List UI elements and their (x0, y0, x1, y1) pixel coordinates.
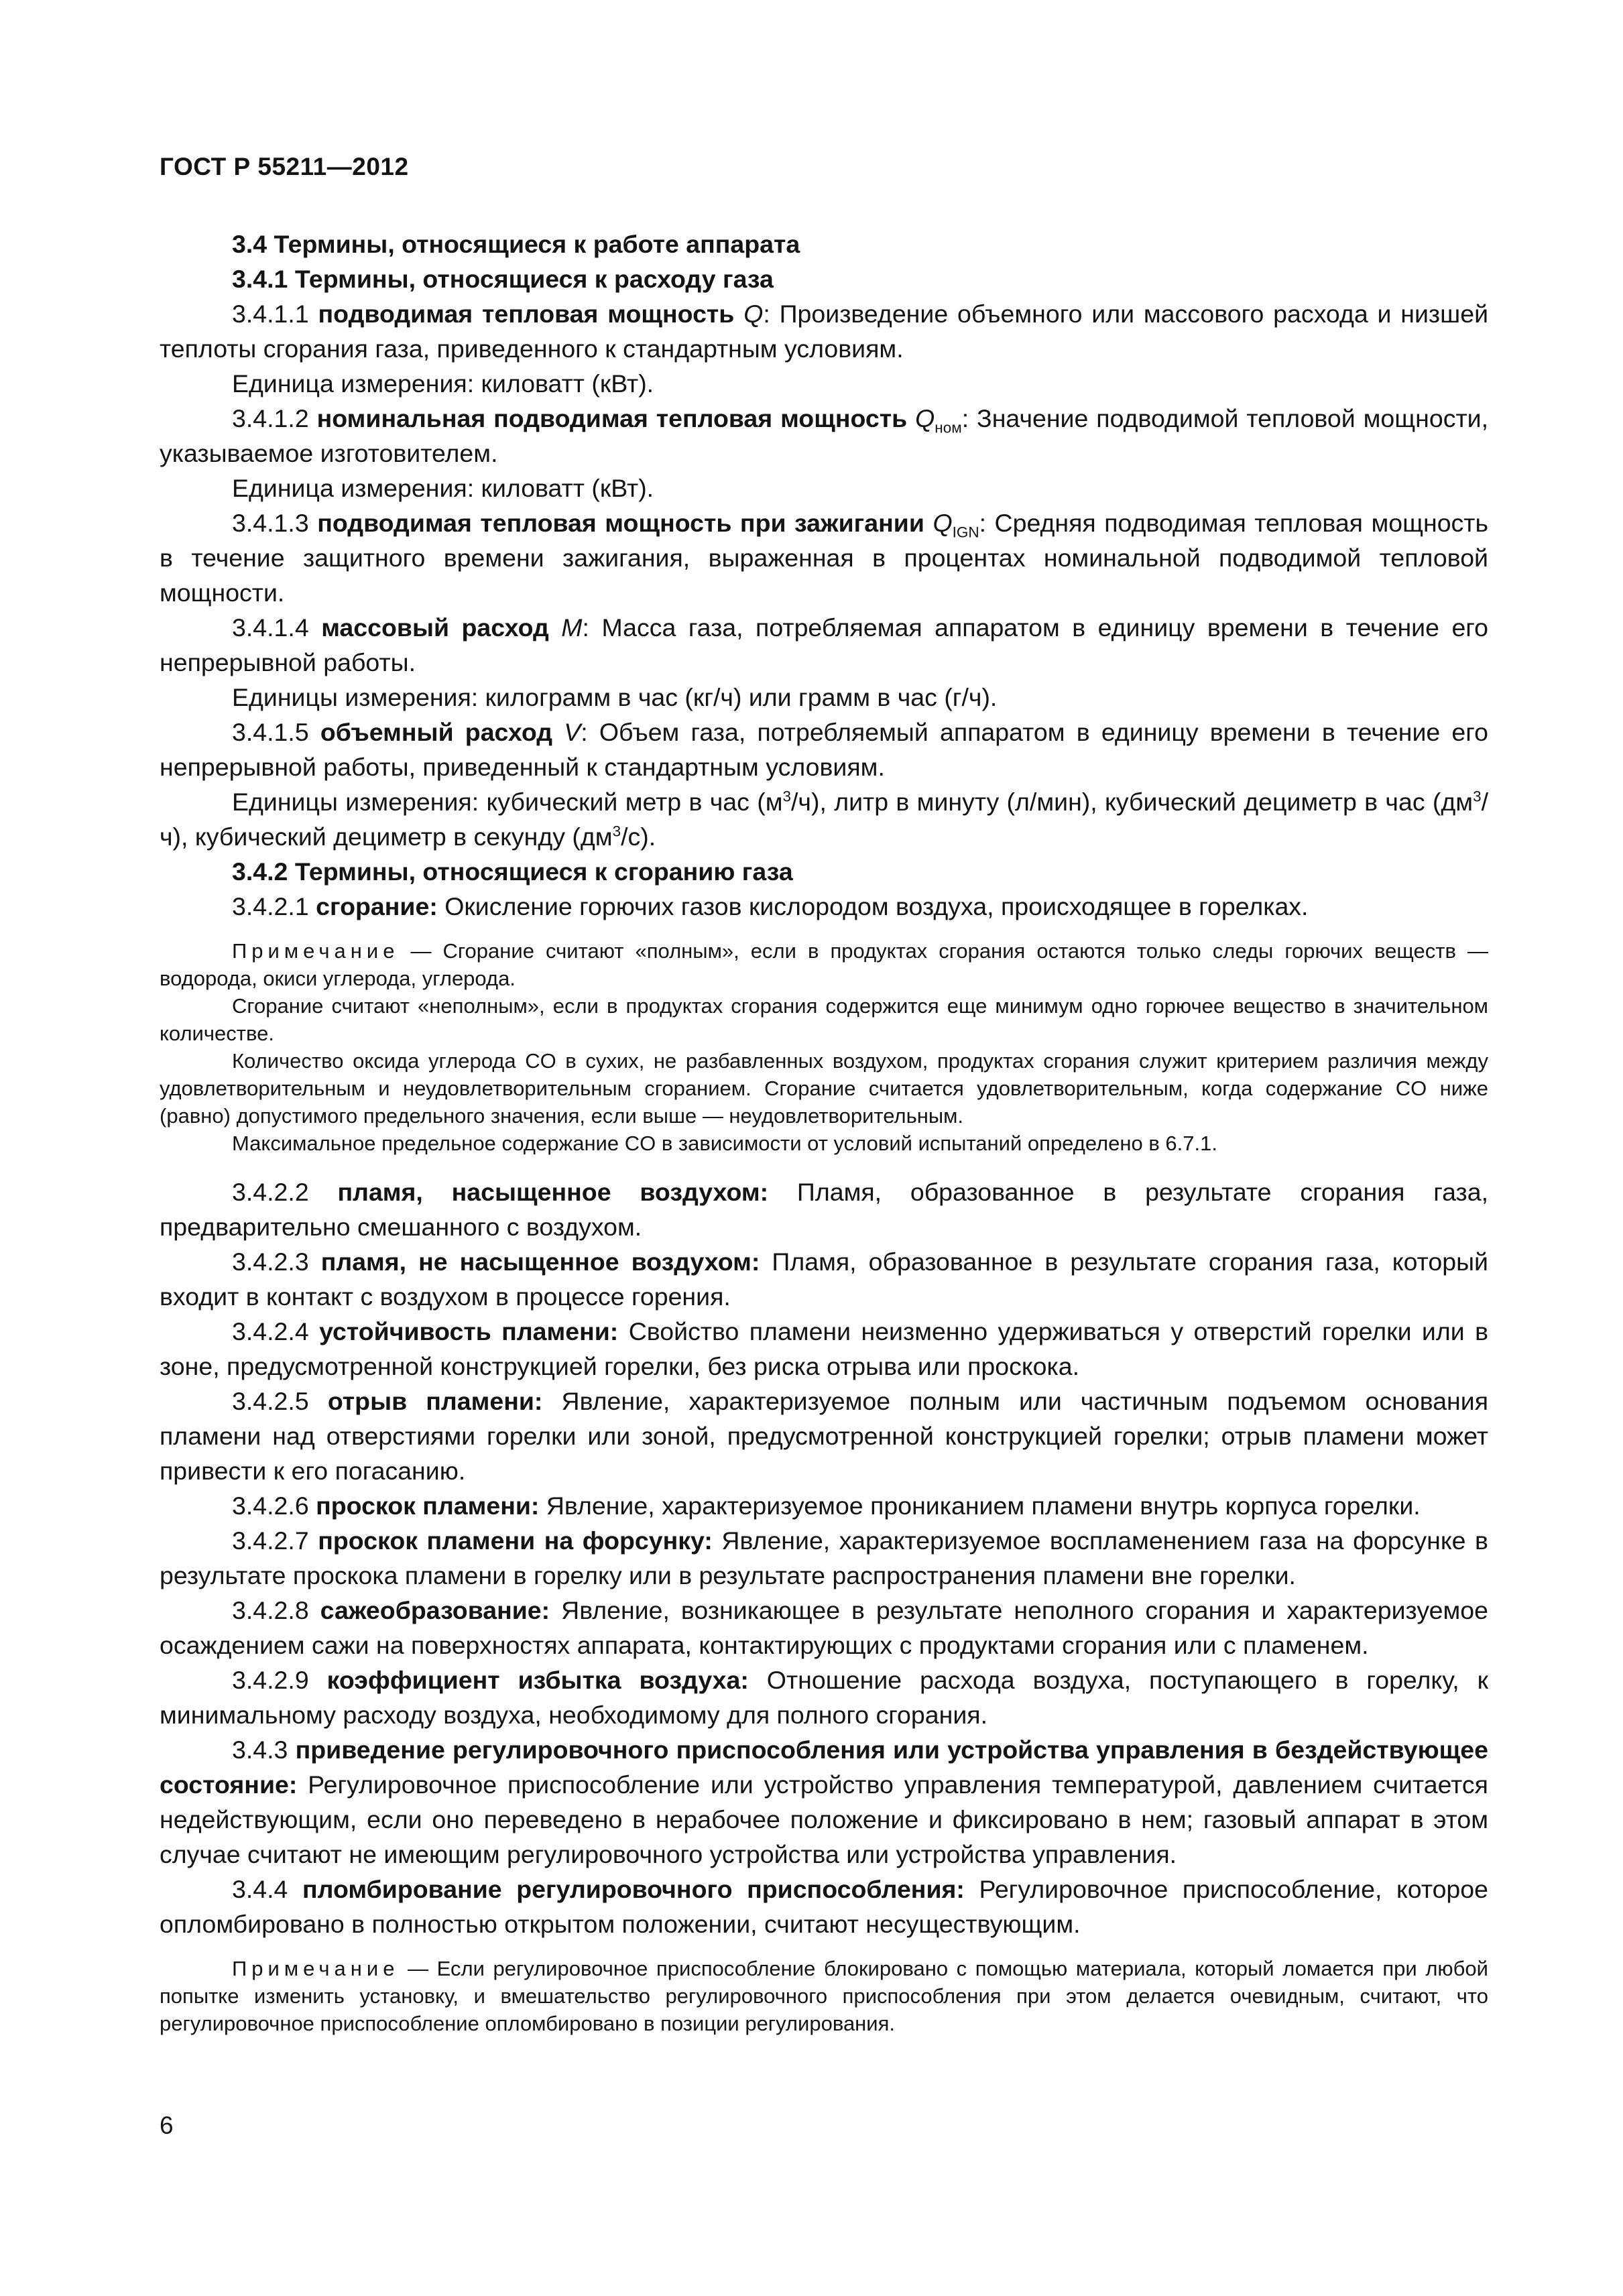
term-number: 3.4.1.5 (232, 718, 309, 746)
term-definition: : Масса газа, потребляемая аппаратом в единицу времени в течение его непрерывной работы. (160, 613, 1489, 676)
term-3-4-1-1 (160, 296, 1488, 366)
term-3-4-2-9 (160, 1663, 1488, 1732)
term-name: подводимая тепловая мощность (318, 300, 735, 328)
section-heading-3-4: 3.4 Термины, относящиеся к работе аппарата (232, 230, 800, 258)
term-definition: : Произведение объемного или массового расхода и низшей теплоты сгорания газа, приведенного к стандартным условиям. (160, 300, 1489, 363)
term-symbol-subscript: IGN (952, 524, 979, 541)
term-3-4-1-3 (160, 505, 1488, 610)
term-definition: Свойство пламени неизменно удерживаться у отверстий горелки или в зоне, предусмотренной конструкцией горелки, без риска отрыва или проскока. (160, 1317, 1489, 1380)
term-number: 3.4.1.3 (232, 509, 309, 537)
term-number: 3.4.2.9 (232, 1666, 309, 1694)
term-number: 3.4.2.6 (232, 1492, 309, 1520)
term-number: 3.4.1.2 (232, 404, 309, 432)
term-3-4-4 (160, 1872, 1488, 1941)
unit-line: Единица измерения: киловатт (кВт). (232, 474, 654, 502)
term-number: 3.4.2.3 (232, 1248, 309, 1276)
term-3-4-2-6 (160, 1488, 1488, 1523)
section-heading-3-4-2: 3.4.2 Термины, относящиеся к сгоранию газа (232, 857, 793, 886)
term-3-4-1-5 (160, 715, 1488, 784)
term-symbol: Q (743, 300, 764, 328)
term-3-4-2-8 (160, 1593, 1488, 1663)
note-paragraph: Примечание — Если регулировочное приспособление блокировано с помощью материала, который ломается при любой попытке изменить установку, и вмешательство регулировочного приспособления при этом делается очевидным, считают, что регулировочное приспособление опломбировано в позиции регулирования. (160, 1957, 1488, 2035)
term-name: сажеобразование: (320, 1596, 550, 1624)
term-number: 3.4.3 (232, 1736, 288, 1764)
term-symbol: Q (915, 404, 935, 432)
term-3-4-1-2 (160, 401, 1488, 471)
term-name: проскок пламени: (316, 1492, 540, 1520)
term-symbol: V (564, 718, 581, 746)
term-definition: Пламя, образованное в результате сгорания газа, предварительно смешанного с воздухом. (160, 1178, 1488, 1241)
term-definition: Пламя, образованное в результате сгорания газа, который входит в контакт с воздухом в процессе горения. (160, 1248, 1489, 1311)
term-name: массовый расход (321, 613, 549, 642)
document-header: ГОСТ Р 55211—2012 (160, 153, 409, 180)
term-name: проскок пламени на форсунку: (318, 1526, 713, 1555)
document-body (160, 227, 1488, 2037)
term-symbol: M (561, 613, 583, 642)
term-definition: Явление, характеризуемое воспламенением газа на форсунке в результате проскока пламени в горелку или в результате распространения пламени вне горелки. (160, 1526, 1488, 1589)
term-3-4-2-4 (160, 1314, 1488, 1384)
term-number: 3.4.4 (232, 1875, 288, 1903)
unit-line: Единицы измерения: килограмм в час (кг/ч) или грамм в час (г/ч). (232, 683, 998, 711)
page-number: 6 (160, 2112, 174, 2139)
term-name: подводимая тепловая мощность при зажигании (317, 509, 924, 537)
note-label: Примечание (232, 939, 400, 963)
term-name: пламя, не насыщенное воздухом: (320, 1248, 760, 1276)
term-definition: : Значение подводимой тепловой мощности, указываемое изготовителем. (160, 404, 1488, 467)
term-definition: Регулировочное приспособление или устройство управления температурой, давлением считается недействующим, если оно переведено в нерабочее положение и фиксировано в нем; газовый аппарат в этом случае считают не имеющим регулировочного устройства или устройства управления. (160, 1770, 1488, 1868)
term-symbol-subscript: ном (935, 419, 962, 436)
term-name: объемный расход (320, 718, 553, 746)
term-name: приведение регулировочного приспособления или устройства управления в бездействующее состояние: (160, 1736, 1488, 1799)
term-definition: Явление, характеризуемое полным или частичным подъемом основания пламени над отверстиями горелки или зоной, предусмотренной конструкцией горелки; отрыв пламени может привести к его погасанию. (160, 1387, 1489, 1485)
term-3-4-2-2 (160, 1174, 1488, 1244)
note-paragraph: Сгорание считают «неполным», если в продуктах сгорания содержится еще минимум одно горючее вещество в значительном количестве. (160, 994, 1488, 1045)
term-name: пломбирование регулировочного приспособления: (302, 1875, 965, 1903)
term-definition: Отношение расхода воздуха, поступающего в горелку, к минимальному расходу воздуха, необходимому для полного сгорания. (160, 1666, 1488, 1729)
term-definition: Явление, характеризуемое прониканием пламени внутрь корпуса горелки. (539, 1492, 1421, 1520)
term-3-4-2-5 (160, 1384, 1488, 1488)
term-definition: Явление, возникающее в результате неполного сгорания и характеризуемое осаждением сажи на поверхностях аппарата, контактирующих с продуктами сгорания или с пламенем. (160, 1596, 1489, 1659)
term-name: пламя, насыщенное воздухом: (337, 1178, 769, 1206)
term-number: 3.4.2.8 (232, 1596, 309, 1624)
term-number: 3.4.1.1 (232, 300, 309, 328)
note-paragraph: Максимальное предельное содержание CO в зависимости от условий испытаний определено в 6.7.1. (232, 1132, 1217, 1155)
section-heading-3-4-1: 3.4.1 Термины, относящиеся к расходу газа (232, 265, 774, 293)
note-paragraph: Количество оксида углерода CO в сухих, не разбавленных воздухом, продуктах сгорания служит критерием различия между удовлетворительным и неудовлетворительным сгоранием. Сгорание считается удовлетворительным, когда содержание CO ниже (равно) допустимого предельного значения, если выше — неудовлетворительным. (160, 1049, 1488, 1128)
term-definition: : Объем газа, потребляемый аппаратом в единицу времени в течение его непрерывной работы, приведенный к стандартным условиям. (160, 718, 1488, 781)
term-number: 3.4.1.4 (232, 613, 309, 642)
term-number: 3.4.2.7 (232, 1526, 309, 1555)
term-symbol: Q (933, 509, 953, 537)
term-3-4-2-7 (160, 1523, 1488, 1593)
term-definition: Окисление горючих газов кислородом воздуха, происходящее в горелках. (437, 892, 1309, 920)
term-number: 3.4.2.1 (232, 892, 309, 920)
term-number: 3.4.2.4 (232, 1317, 309, 1345)
unit-line: Единицы измерения: кубический метр в час $(м^3/ч)$, литр в минуту (л/мин), кубический дециметр в час $(дм^3/ч)$, кубический дециметр в секунду $(дм^3/с)$. (160, 788, 1488, 851)
note-label: Примечание (232, 1957, 400, 1980)
term-3-4-1-4 (160, 610, 1488, 680)
unit-line: Единица измерения: киловатт (кВт). (232, 369, 654, 398)
term-name: отрыв пламени: (327, 1387, 543, 1415)
term-name: устойчивость пламени: (319, 1317, 619, 1345)
term-3-4-2-1 (160, 889, 1488, 924)
note-paragraph: Примечание — Сгорание считают «полным», если в продуктах сгорания остаются только следы горючих веществ — водорода, окиси углерода, углерода. (160, 939, 1488, 990)
term-name: коэффициент избытка воздуха: (326, 1666, 749, 1694)
term-name: сгорание: (316, 892, 438, 920)
term-definition: Регулировочное приспособление, которое опломбировано в полностью открытом положении, считают несуществующим. (160, 1875, 1488, 1938)
term-3-4-2-3 (160, 1244, 1488, 1314)
term-number: 3.4.2.5 (232, 1387, 309, 1415)
term-3-4-3 (160, 1732, 1488, 1872)
term-number: 3.4.2.2 (232, 1178, 309, 1206)
term-definition: : Средняя подводимая тепловая мощность в течение защитного времени зажигания, выраженная в процентах номинальной подводимой тепловой мощности. (160, 509, 1489, 607)
term-name: номинальная подводимая тепловая мощность (316, 404, 908, 432)
